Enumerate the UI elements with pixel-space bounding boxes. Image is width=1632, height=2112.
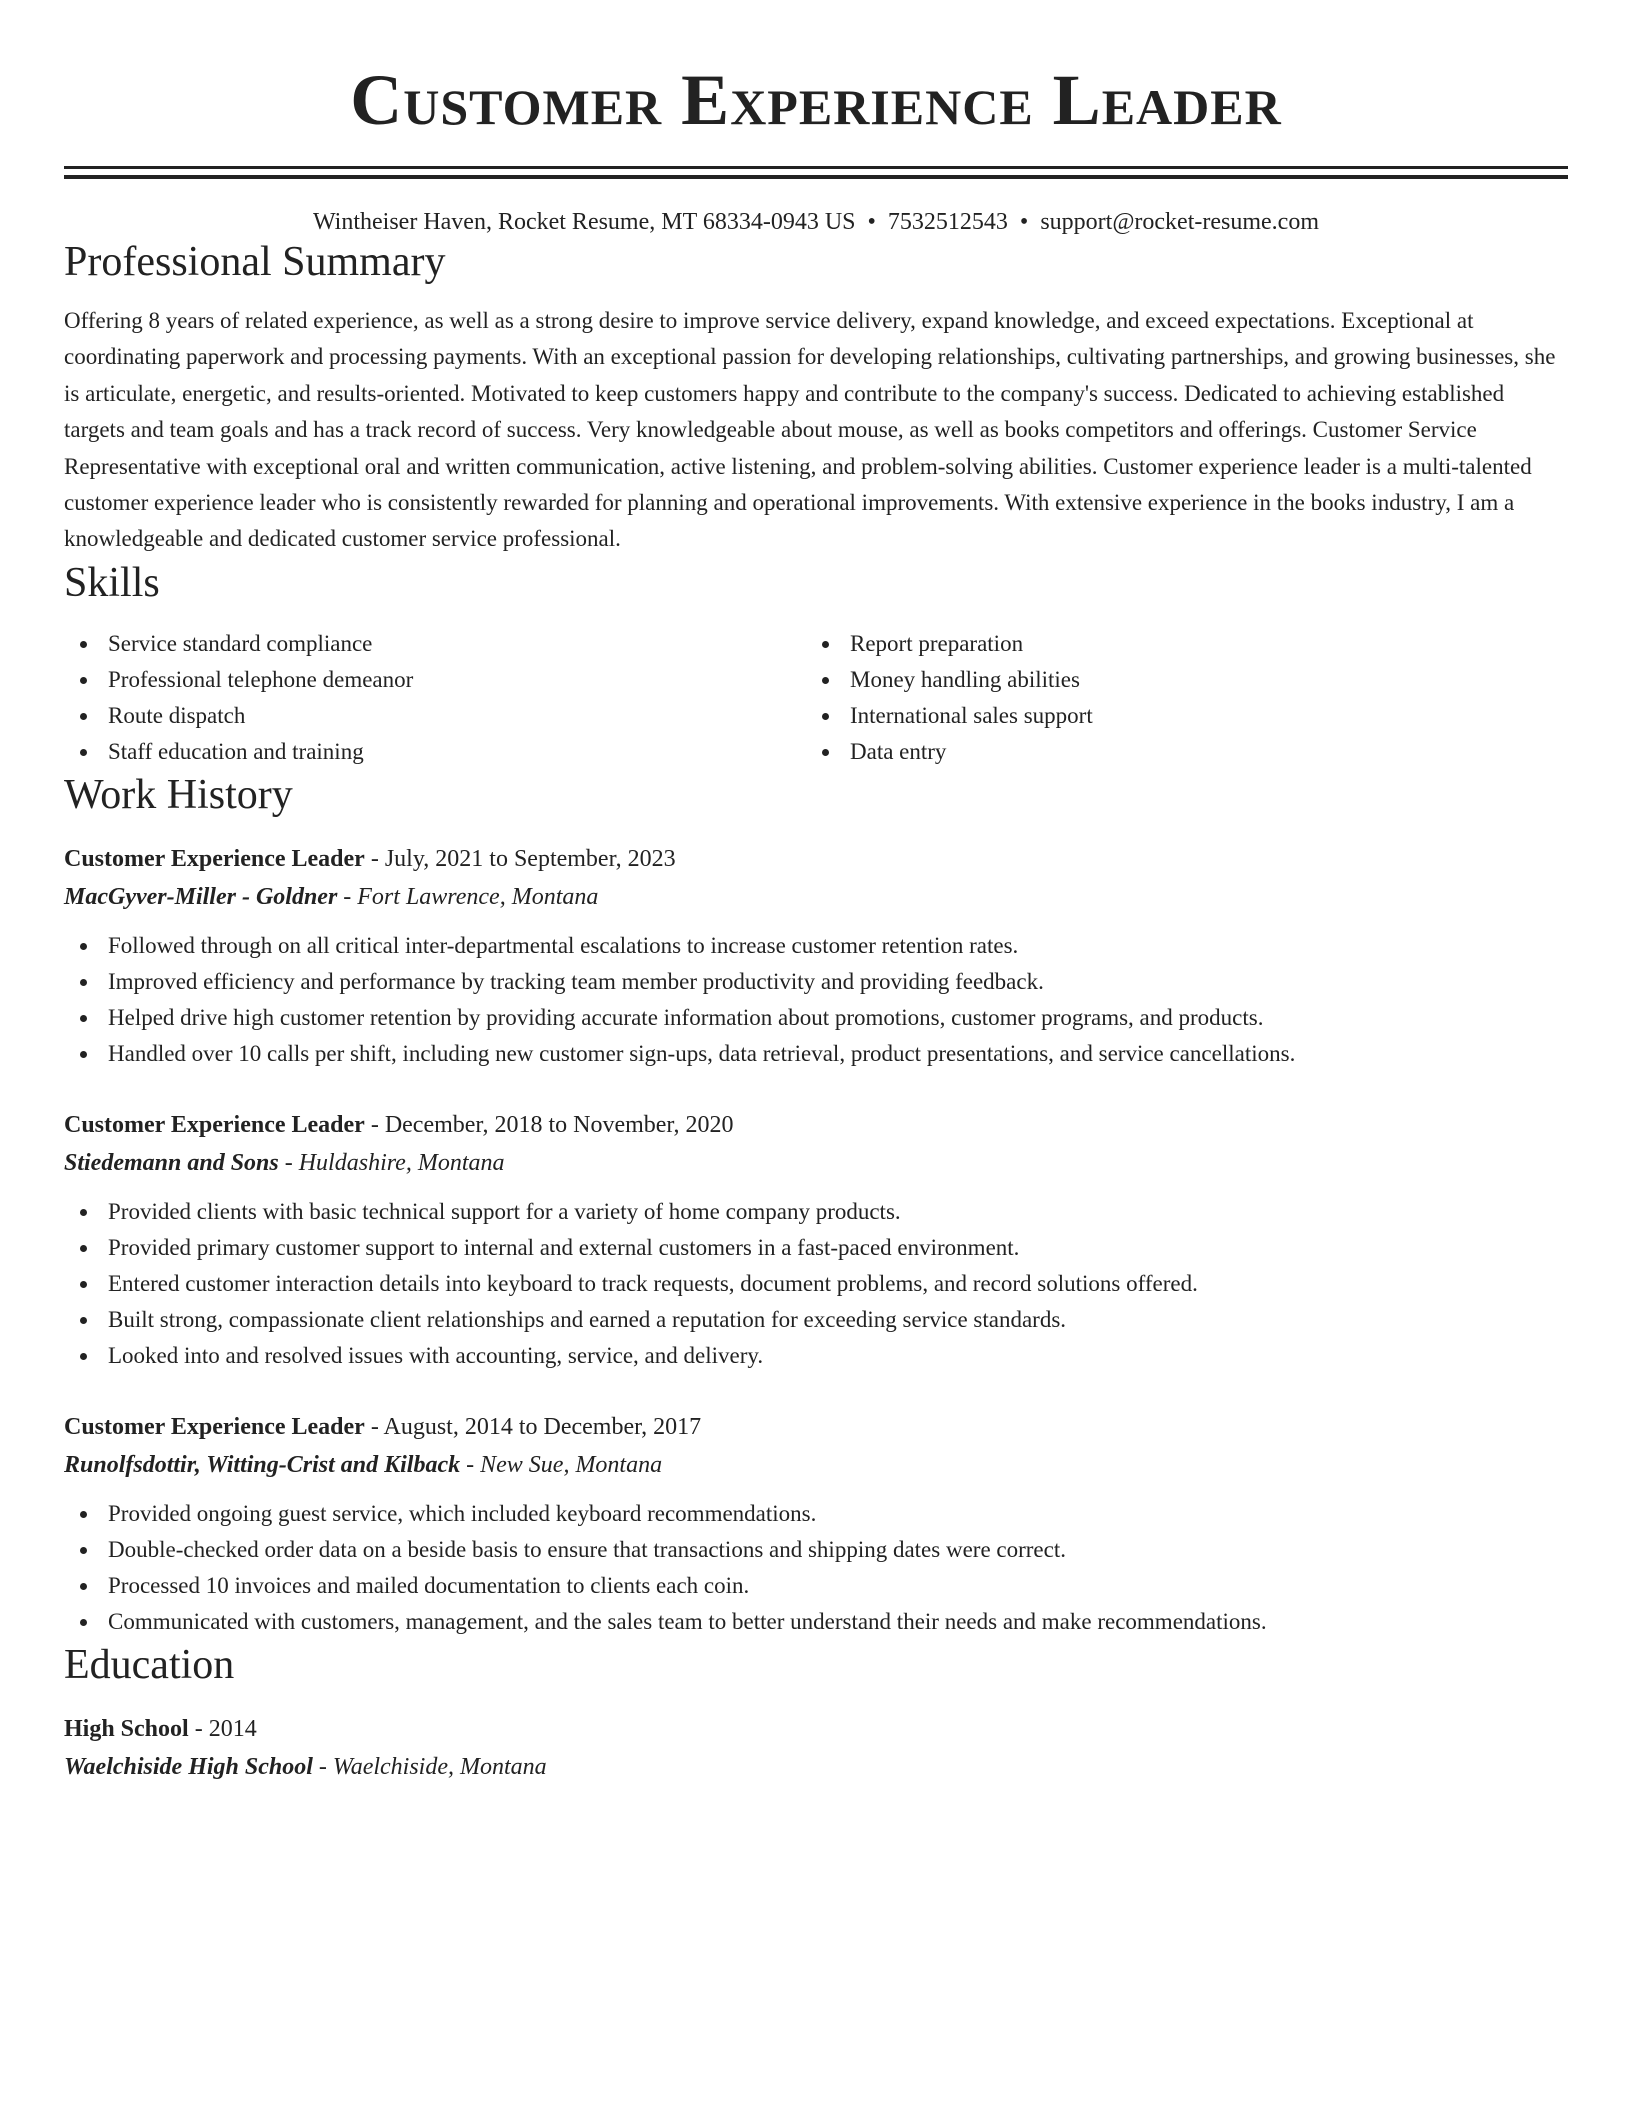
- job-bullet: Provided primary customer support to internal and external customers in a fast-paced environment.: [64, 1230, 1568, 1266]
- job-role-line: [64, 1408, 1568, 1446]
- contact-line: [64, 207, 1568, 237]
- job-bullets: [64, 928, 1568, 1072]
- header-divider: [64, 166, 1568, 169]
- education-degree: High School: [64, 1715, 189, 1742]
- job-entry: [64, 1408, 1568, 1640]
- job-dates: - December, 2018 to November, 2020: [364, 1111, 734, 1138]
- skill-item: Professional telephone demeanor: [64, 662, 806, 698]
- education-year: - 2014: [188, 1715, 257, 1742]
- job-entry: [64, 1106, 1568, 1374]
- job-company: Runolfsdottir, Witting-Crist and Kilback: [64, 1451, 461, 1478]
- education-school-line: [64, 1748, 1568, 1786]
- contact-separator: •: [1019, 209, 1029, 235]
- education-entry: [64, 1710, 1568, 1786]
- education-location: - Waelchiside, Montana: [312, 1753, 547, 1780]
- job-company-line: [64, 878, 1568, 916]
- job-bullet: Helped drive high customer retention by providing accurate information about promotions, customer programs, and products.: [64, 1000, 1568, 1036]
- job-location: - Huldashire, Montana: [278, 1149, 505, 1176]
- job-location: - New Sue, Montana: [460, 1451, 663, 1478]
- job-bullet: Double-checked order data on a beside basis to ensure that transactions and shipping dates were correct.: [64, 1532, 1568, 1568]
- section-title-education: Education: [64, 1641, 235, 1688]
- job-dates: - July, 2021 to September, 2023: [364, 845, 676, 872]
- contact-address: Wintheiser Haven, Rocket Resume, MT 68334-0943 US: [312, 209, 856, 235]
- skill-item: Data entry: [806, 734, 1548, 770]
- job-company-line: [64, 1144, 1568, 1182]
- education-degree-line: [64, 1710, 1568, 1748]
- skills-column-right: [806, 626, 1548, 770]
- job-bullet: Entered customer interaction details into keyboard to track requests, document problems, and record solutions offered.: [64, 1266, 1568, 1302]
- job-bullet: Provided ongoing guest service, which included keyboard recommendations.: [64, 1496, 1568, 1532]
- section-title-summary: Professional Summary: [64, 239, 446, 285]
- skills-column-left: [64, 626, 806, 770]
- job-role-line: [64, 1106, 1568, 1144]
- skill-item: Staff education and training: [64, 734, 806, 770]
- contact-phone: 7532512543: [887, 209, 1008, 235]
- job-location: - Fort Lawrence, Montana: [337, 883, 599, 910]
- job-bullet: Handled over 10 calls per shift, including new customer sign-ups, data retrieval, product presentations, and service cancellations.: [64, 1036, 1568, 1072]
- contact-separator: •: [867, 209, 876, 235]
- job-company: MacGyver-Miller - Goldner: [64, 883, 338, 910]
- job-bullet: Provided clients with basic technical support for a variety of home company products.: [64, 1194, 1568, 1230]
- skill-item: Service standard compliance: [64, 626, 806, 662]
- section-title-skills: Skills: [64, 559, 160, 606]
- job-entry: [64, 840, 1568, 1072]
- job-bullet: Followed through on all critical inter-departmental escalations to increase customer retention rates.: [64, 928, 1568, 964]
- job-bullets: [64, 1496, 1568, 1640]
- job-company-line: [64, 1446, 1568, 1484]
- skill-item: Route dispatch: [64, 698, 806, 734]
- job-bullet: Improved efficiency and performance by tracking team member productivity and providing feedback.: [64, 964, 1568, 1000]
- job-role: Customer Experience Leader: [64, 1111, 365, 1138]
- job-bullet: Looked into and resolved issues with accounting, service, and delivery.: [64, 1338, 1568, 1374]
- summary-paragraph: Offering 8 years of related experience, as well as a strong desire to improve service delivery, expand knowledge, and exceed expectations. Exceptional at coordinating paperwork and processing payments. With an exceptional passion for developing relationships, cultivating partnerships, and growing businesses, she is articulate, energetic, and results-oriented. Motivated to keep customers happy and contribute to the company's success. Dedicated to achieving established targets and team goals and has a track record of success. Very knowledgeable about mouse, as well as books competitors and offerings. Customer Service Representative with exceptional oral and written communication, active listening, and problem-solving abilities. Customer experience leader is a multi-talented customer experience leader who is consistently rewarded for planning and operational improvements. With extensive experience in the books industry, I am a knowledgeable and dedicated customer service professional.: [64, 308, 1556, 552]
- skill-item: International sales support: [806, 698, 1548, 734]
- job-bullet: Processed 10 invoices and mailed documentation to clients each coin.: [64, 1568, 1568, 1604]
- skill-item: Money handling abilities: [806, 662, 1548, 698]
- job-bullet: Communicated with customers, management, and the sales team to better understand their needs and make recommendations.: [64, 1604, 1568, 1640]
- contact-email: support@rocket-resume.com: [1040, 209, 1319, 235]
- job-bullets: [64, 1194, 1568, 1374]
- skill-item: Report preparation: [806, 626, 1548, 662]
- job-dates: - August, 2014 to December, 2017: [364, 1413, 702, 1440]
- job-bullet: Built strong, compassionate client relationships and earned a reputation for exceeding service standards.: [64, 1302, 1568, 1338]
- section-title-work-history: Work History: [64, 771, 293, 818]
- job-role: Customer Experience Leader: [64, 1413, 365, 1440]
- education-school: Waelchiside High School: [64, 1753, 313, 1780]
- job-role: Customer Experience Leader: [64, 845, 365, 872]
- skills-list: [64, 626, 1568, 770]
- job-company: Stiedemann and Sons: [64, 1149, 279, 1176]
- job-role-line: [64, 840, 1568, 878]
- resume-title: Customer Experience Leader: [350, 60, 1282, 140]
